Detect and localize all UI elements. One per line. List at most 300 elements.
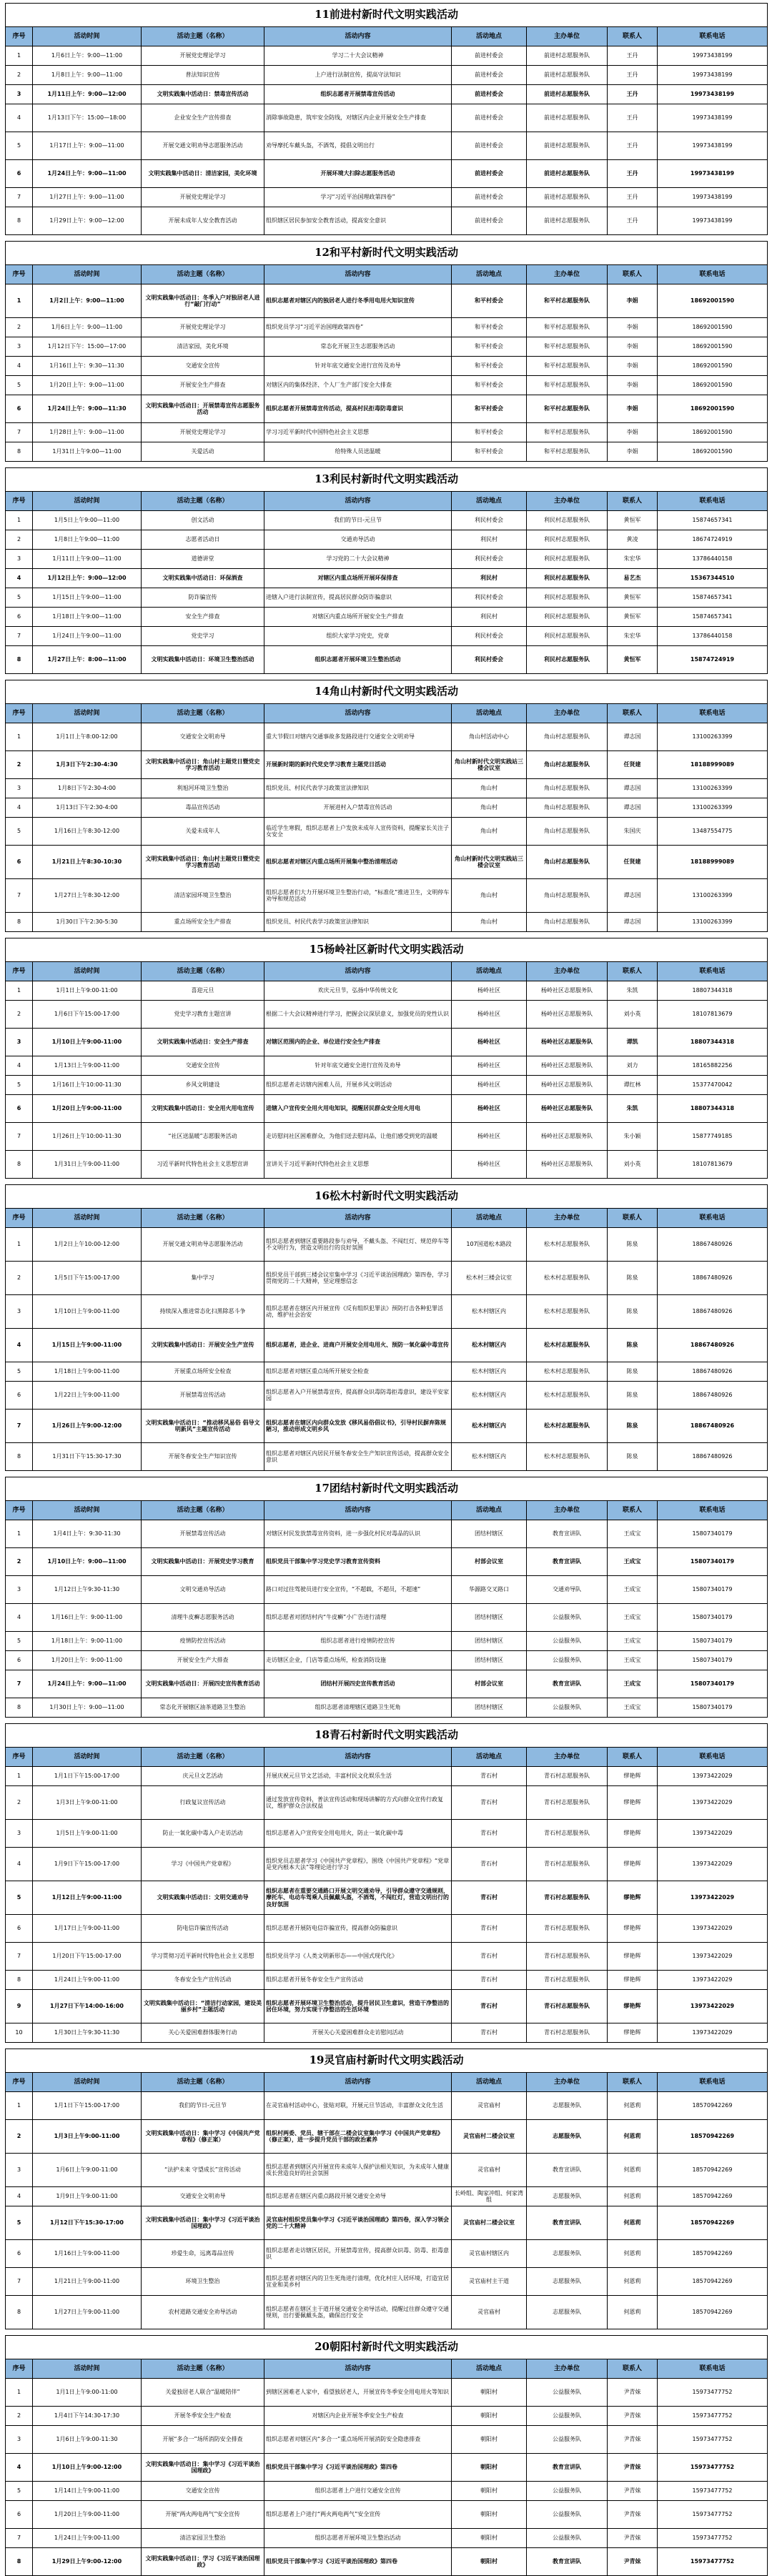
cell-org: 角山村志愿服务队 [527, 879, 608, 913]
section-gap-cell [6, 674, 768, 680]
column-header: 活动地点 [452, 704, 527, 723]
cell-theme: 党史学习 [142, 627, 264, 646]
cell-place: 杨岭社区 [452, 981, 527, 1001]
table-row [6, 1848, 768, 1881]
column-header: 活动主题（名称） [142, 704, 264, 723]
cell-person: 缪艳辉 [608, 1881, 658, 1915]
cell-time: 1月27日上午9:00-11:00 [33, 2296, 142, 2329]
cell-time: 1月6日上午9:00-11:30 [33, 2426, 142, 2454]
section-title: 11前进村新时代文明实践活动 [6, 4, 768, 27]
cell-place: 杨岭社区 [452, 1056, 527, 1076]
column-header: 序号 [6, 1501, 33, 1520]
cell-person: 王成宝 [608, 1604, 658, 1632]
cell-content: 对辖区范围内的企业、单位进行安全生产排查 [264, 1029, 452, 1056]
cell-person: 何恩莉 [608, 2187, 658, 2206]
cell-phone: 13973422029 [658, 1786, 768, 1820]
cell-theme: 文明实践集中活动日：集中学习《习近平谈治国理政》 [142, 2454, 264, 2482]
cell-org: 教育宣讲队 [527, 1548, 608, 1576]
cell-person: 何恩莉 [608, 2092, 658, 2120]
cell-place: 前进村委会 [452, 160, 527, 188]
cell-content: 到辖区困难老人家中，看望独居老人，开展宣传冬季安全用电用火等知识 [264, 2379, 452, 2407]
cell-content: 组织志愿者走访辖内困难人员，开展乡风文明活动 [264, 1076, 452, 1095]
cell-theme: 开展交通文明劝导志愿服务活动 [142, 132, 264, 160]
column-header: 主办单位 [527, 265, 608, 284]
cell-org: 志愿服务队 [527, 2120, 608, 2154]
cell-place: 和平村委会 [452, 423, 527, 442]
cell-phone: 18867480926 [658, 1295, 768, 1329]
cell-content: 组织志愿者到辖区重要路段参与劝导，不戴头盔、不闯红灯、规范停车等不文明行为，营造文明出行的良好氛围 [264, 1228, 452, 1262]
cell-time: 1月22日上午9:00-11:00 [33, 1382, 142, 1410]
column-header: 联系电话 [658, 1748, 768, 1767]
cell-place: 松木村辖区内 [452, 1362, 527, 1382]
cell-time: 1月21日上午8:30-10:30 [33, 846, 142, 879]
cell-phone: 18570942269 [658, 2268, 768, 2296]
cell-place: 107国道松木路段 [452, 1228, 527, 1262]
cell-person: 尹青妹 [608, 2454, 658, 2482]
cell-no: 1 [6, 1228, 33, 1262]
cell-phone: 18107813679 [658, 1001, 768, 1029]
cell-no: 6 [6, 846, 33, 879]
cell-place: 松木村辖区内 [452, 1443, 527, 1471]
cell-content: 组织志愿者入户宣传安全用电用火，防止一氧化碳中毒 [264, 1820, 452, 1848]
cell-theme: 文明实践集中活动日：安全用火用电宣传 [142, 1095, 264, 1123]
cell-org: 利民村志愿服务队 [527, 550, 608, 569]
table-row [6, 1001, 768, 1029]
cell-org: 和平村志愿服务队 [527, 284, 608, 318]
cell-content: 对辖区内重点场所开展安全生产排查 [264, 608, 452, 627]
cell-no: 1 [6, 46, 33, 66]
column-header: 活动地点 [452, 1501, 527, 1520]
cell-time: 1月8日上午9:00—11:00 [33, 530, 142, 550]
cell-org: 青石村志愿服务队 [527, 1767, 608, 1786]
column-header: 活动地点 [452, 492, 527, 511]
cell-phone: 13973422029 [658, 1820, 768, 1848]
cell-time: 1月16日上午8:30-12:00 [33, 818, 142, 846]
cell-person: 陈泉 [608, 1443, 658, 1471]
cell-person: 王丹 [608, 207, 658, 235]
cell-content: 走访辖区企业，门店等重点场所，检查消防设施 [264, 1651, 452, 1670]
cell-theme: 创文活动 [142, 511, 264, 530]
table-row [6, 132, 768, 160]
cell-place: 利民村委会 [452, 550, 527, 569]
cell-phone: 19973438199 [658, 46, 768, 66]
cell-place: 灵官庙村二楼会议室 [452, 2206, 527, 2240]
cell-person: 王丹 [608, 85, 658, 104]
cell-person: 缪艳辉 [608, 1767, 658, 1786]
cell-content: 组织志愿者在辖区主干道开展交通安全劝导活动，提醒过往群众遵守交通规则，出行要佩戴头盔，确保出行安全 [264, 2296, 452, 2329]
cell-phone: 15973477752 [658, 2482, 768, 2501]
cell-place: 和平村委会 [452, 284, 527, 318]
table-row [6, 1651, 768, 1670]
section-title: 13利民村新时代文明实践活动 [6, 468, 768, 492]
column-header: 联系人 [608, 27, 658, 46]
cell-phone: 18692001590 [658, 376, 768, 395]
header-row [6, 265, 768, 284]
table-row [6, 1362, 768, 1382]
cell-place: 和平村委会 [452, 337, 527, 357]
cell-no: 5 [6, 1076, 33, 1095]
cell-place: 团结村辖区 [452, 1632, 527, 1651]
cell-place: 青石村 [452, 1943, 527, 1971]
cell-theme: 文明实践集中活动日：“推动移风易俗 倡导文明新风”主题宣传活动 [142, 1410, 264, 1443]
cell-theme: 开展重点场所安全检查 [142, 1362, 264, 1382]
section-title-row [6, 2336, 768, 2359]
cell-person: 何恩莉 [608, 2206, 658, 2240]
cell-no: 5 [6, 2482, 33, 2501]
cell-theme: 文明实践集中活动日：开展安全生产宣传 [142, 1329, 264, 1362]
table-row [6, 1056, 768, 1076]
cell-no: 7 [6, 2268, 33, 2296]
cell-phone: 18867480926 [658, 1228, 768, 1262]
cell-org: 教育宣讲队 [527, 2454, 608, 2482]
cell-time: 1月9日上午9:00-11:00 [33, 2187, 142, 2206]
cell-time: 1月1日下午15:00-17:00 [33, 1767, 142, 1786]
cell-phone: 18570942269 [658, 2187, 768, 2206]
table-row [6, 318, 768, 337]
cell-time: 1月27日上午：8:00—11:00 [33, 646, 142, 674]
cell-person: 李娟 [608, 318, 658, 337]
cell-phone: 18692001590 [658, 318, 768, 337]
table-row [6, 1632, 768, 1651]
cell-no: 6 [6, 1095, 33, 1123]
header-row [6, 962, 768, 981]
cell-org: 角山村志愿服务队 [527, 751, 608, 779]
table-row [6, 1670, 768, 1698]
column-header: 主办单位 [527, 27, 608, 46]
cell-person: 黄凌 [608, 530, 658, 550]
cell-time: 1月20日上午：9:00-11:00 [33, 1651, 142, 1670]
cell-person: 朱国庆 [608, 818, 658, 846]
cell-phone: 19973438199 [658, 104, 768, 132]
table-row [6, 1971, 768, 1990]
cell-org: 前进村志愿服务队 [527, 66, 608, 85]
cell-time: 1月17日上午：9:00—11:00 [33, 132, 142, 160]
cell-no: 1 [6, 981, 33, 1001]
cell-person: 陈泉 [608, 1262, 658, 1295]
cell-no: 7 [6, 879, 33, 913]
table-row [6, 2023, 768, 2043]
section-title-row [6, 2049, 768, 2073]
table-row [6, 1520, 768, 1548]
cell-theme: 利旭河环境卫生整治 [142, 779, 264, 798]
cell-person: 朱凯 [608, 981, 658, 1001]
cell-no: 4 [6, 1604, 33, 1632]
cell-content: 组织党员干部集中学习《习近平谈治国理政》第四卷 [264, 2548, 452, 2576]
cell-time: 1月24日上午9:00—11:00 [33, 627, 142, 646]
cell-place: 利民村委会 [452, 588, 527, 608]
cell-content: 交通劝导活动 [264, 530, 452, 550]
cell-theme: 道德讲堂 [142, 550, 264, 569]
column-header: 联系人 [608, 1209, 658, 1228]
cell-content: 对辖区内重点场所开展环保排查 [264, 569, 452, 588]
cell-content: 组织志愿者对辖区内居民开展冬春安全生产知识宣传活动，提高群众安全意识 [264, 1443, 452, 1471]
cell-content: 通过发放宣传资料，普法宣传活动和现场讲解的方式向群众宣传行政复议，维护群众合法权益 [264, 1786, 452, 1820]
cell-content: 走访慰问社区困难群众，为他们送去慰问品，让他们感受到党的温暖 [264, 1123, 452, 1151]
cell-org: 利民村志愿服务队 [527, 608, 608, 627]
cell-person: 王成宝 [608, 1698, 658, 1718]
cell-org: 松木村志愿服务队 [527, 1410, 608, 1443]
cell-theme: 开展党史理论学习 [142, 318, 264, 337]
section-gap-cell [6, 462, 768, 468]
table-row [6, 1698, 768, 1718]
cell-phone: 18807344318 [658, 1095, 768, 1123]
cell-place: 角山村 [452, 913, 527, 932]
section-title: 15杨岭社区新时代文明实践活动 [6, 938, 768, 962]
column-header: 联系电话 [658, 27, 768, 46]
cell-phone: 15973477752 [658, 2407, 768, 2426]
cell-theme: 常态化开展辖区油茶道路卫生整治 [142, 1698, 264, 1718]
cell-content: 我们的节日-元旦节 [264, 511, 452, 530]
cell-phone: 18867480926 [658, 1410, 768, 1443]
column-header: 主办单位 [527, 1501, 608, 1520]
cell-phone: 13786440158 [658, 627, 768, 646]
cell-theme: 文明实践集中活动日：“清洁行动家园，建设美丽乡村”主题活动 [142, 1990, 264, 2023]
column-header: 活动地点 [452, 962, 527, 981]
cell-content: 给特殊人员送温暖 [264, 442, 452, 462]
column-header: 活动内容 [264, 27, 452, 46]
cell-place: 利民村委会 [452, 646, 527, 674]
cell-person: 易艺杰 [608, 569, 658, 588]
cell-theme: 关爱活动 [142, 442, 264, 462]
table-row [6, 1786, 768, 1820]
header-row [6, 27, 768, 46]
cell-theme: 清理牛皮癣志愿服务活动 [142, 1604, 264, 1632]
cell-content: 组织志愿者上户进行交通安全宣传 [264, 2482, 452, 2501]
column-header: 活动地点 [452, 27, 527, 46]
cell-time: 1月1日上午9:00-11:00 [33, 2379, 142, 2407]
section-title: 16松木村新时代文明实践活动 [6, 1185, 768, 1209]
cell-no: 1 [6, 1520, 33, 1548]
column-header: 序号 [6, 1209, 33, 1228]
cell-person: 刘小英 [608, 1151, 658, 1179]
cell-time: 1月31日上午9:00—11:00 [33, 442, 142, 462]
cell-content: 对辖区内企业开展冬季安全生产检查 [264, 2407, 452, 2426]
cell-org: 和平村志愿服务队 [527, 442, 608, 462]
cell-no: 3 [6, 779, 33, 798]
section-title-row [6, 242, 768, 265]
cell-place: 青石村 [452, 2023, 527, 2043]
cell-org: 前进村志愿服务队 [527, 46, 608, 66]
cell-person: 刘力 [608, 1056, 658, 1076]
cell-org: 松木村志愿服务队 [527, 1362, 608, 1382]
table-row [6, 46, 768, 66]
cell-org: 公益服务队 [527, 1698, 608, 1718]
table-row [6, 2154, 768, 2187]
cell-no: 2 [6, 1001, 33, 1029]
cell-no: 6 [6, 2240, 33, 2268]
cell-phone: 18188999089 [658, 751, 768, 779]
cell-no: 5 [6, 1632, 33, 1651]
cell-time: 1月6日上午：9:00—11:00 [33, 46, 142, 66]
cell-no: 4 [6, 2454, 33, 2482]
cell-place: 青石村 [452, 1820, 527, 1848]
table-row [6, 1382, 768, 1410]
cell-org: 和平村志愿服务队 [527, 337, 608, 357]
cell-time: 1月6日下午15:00-17:00 [33, 1001, 142, 1029]
cell-no: 5 [6, 818, 33, 846]
cell-time: 1月6日上午9:00-11:00 [33, 2154, 142, 2187]
cell-theme: 庆元旦文艺活动 [142, 1767, 264, 1786]
cell-org: 前进村志愿服务队 [527, 207, 608, 235]
section-gap-cell [6, 932, 768, 938]
cell-time: 1月13日上午9:00-11:00 [33, 1056, 142, 1076]
column-header: 联系电话 [658, 962, 768, 981]
table-row [6, 1443, 768, 1471]
column-header: 联系电话 [658, 704, 768, 723]
cell-content: 组织志愿者开展环境卫生整治活动 [264, 2529, 452, 2548]
cell-place: 长岭组、陶家冲组、何家湾组 [452, 2187, 527, 2206]
cell-person: 李娟 [608, 376, 658, 395]
cell-org: 志愿服务队 [527, 2092, 608, 2120]
column-header: 活动时间 [33, 27, 142, 46]
cell-org: 和平村志愿服务队 [527, 423, 608, 442]
cell-time: 1月29日上午：9:00—12:00 [33, 207, 142, 235]
cell-time: 1月18日上午9:00—11:00 [33, 608, 142, 627]
cell-org: 杨岭社区志愿服务队 [527, 1123, 608, 1151]
cell-place: 青石村 [452, 1786, 527, 1820]
cell-phone: 15367344510 [658, 569, 768, 588]
table-row [6, 1095, 768, 1123]
cell-org: 利民村志愿服务队 [527, 530, 608, 550]
column-header: 联系电话 [658, 265, 768, 284]
cell-theme: 清洁家园卫生整治 [142, 2529, 264, 2548]
cell-time: 1月27日上午8:30-12:00 [33, 879, 142, 913]
cell-phone: 15874657341 [658, 511, 768, 530]
column-header: 活动内容 [264, 704, 452, 723]
cell-time: 1月26日上午9:00-12:00 [33, 1410, 142, 1443]
section-gap-cell [6, 235, 768, 242]
cell-time: 1月2日上午10:00-12:00 [33, 1228, 142, 1262]
cell-content: 组织党员学习“习近平治国理政第四卷” [264, 318, 452, 337]
column-header: 活动时间 [33, 1209, 142, 1228]
cell-org: 杨岭社区志愿服务队 [527, 1076, 608, 1095]
cell-place: 灵官庙村 [452, 2154, 527, 2187]
cell-theme: 志愿者活动日 [142, 530, 264, 550]
cell-time: 1月31日下午15:30-17:30 [33, 1443, 142, 1471]
cell-theme: 交通安全宣传 [142, 357, 264, 376]
cell-person: 王成宝 [608, 1670, 658, 1698]
cell-no: 3 [6, 337, 33, 357]
cell-person: 王丹 [608, 132, 658, 160]
cell-no: 4 [6, 104, 33, 132]
cell-time: 1月8日下午2:30-4:00 [33, 779, 142, 798]
cell-no: 4 [6, 357, 33, 376]
cell-phone: 13973422029 [658, 1943, 768, 1971]
cell-place: 和平村委会 [452, 395, 527, 423]
cell-time: 1月30日上午9:30-11:30 [33, 2023, 142, 2043]
cell-org: 公益服务队 [527, 1632, 608, 1651]
cell-org: 交通劝导队 [527, 1576, 608, 1604]
cell-phone: 13100263399 [658, 798, 768, 818]
section-title: 19灵官庙村新时代文明实践活动 [6, 2049, 768, 2073]
table-row [6, 2426, 768, 2454]
table-row [6, 2092, 768, 2120]
cell-theme: 喜迎元旦 [142, 981, 264, 1001]
cell-no: 4 [6, 798, 33, 818]
cell-place: 杨岭社区 [452, 1029, 527, 1056]
cell-phone: 15973477752 [658, 2529, 768, 2548]
cell-content: 对辖区村民发放禁毒宣传资料，进一步强化村民对毒品的认识 [264, 1520, 452, 1548]
cell-theme: 关爱未成年人 [142, 818, 264, 846]
cell-content: 在灵官庙村活动中心，张贴对联，开展元旦节活动，丰富群众文化生活 [264, 2092, 452, 2120]
cell-org: 利民村志愿服务队 [527, 569, 608, 588]
cell-org: 杨岭社区志愿服务队 [527, 1056, 608, 1076]
column-header: 活动时间 [33, 1501, 142, 1520]
table-row [6, 1990, 768, 2023]
cell-phone: 18867480926 [658, 1262, 768, 1295]
cell-org: 前进村志愿服务队 [527, 188, 608, 207]
cell-no: 8 [6, 442, 33, 462]
cell-theme: 文明实践集中活动日：禁毒宣传活动 [142, 85, 264, 104]
column-header: 活动地点 [452, 2073, 527, 2092]
cell-phone: 18692001590 [658, 284, 768, 318]
column-header: 活动内容 [264, 265, 452, 284]
cell-content: 开展进村入户禁毒宣传活动 [264, 798, 452, 818]
cell-time: 1月10日上午9:00-11:00 [33, 1295, 142, 1329]
cell-org: 志愿服务队 [527, 2296, 608, 2329]
section-gap [6, 1471, 768, 1477]
cell-phone: 19973438199 [658, 188, 768, 207]
table-row [6, 608, 768, 627]
cell-no: 1 [6, 2379, 33, 2407]
cell-no: 3 [6, 2426, 33, 2454]
cell-person: 李娟 [608, 442, 658, 462]
cell-content: 组织党员学习《人类文明新形态——中国式现代化》 [264, 1943, 452, 1971]
cell-org: 和平村志愿服务队 [527, 395, 608, 423]
cell-person: 何恩莉 [608, 2240, 658, 2268]
header-row [6, 2073, 768, 2092]
cell-phone: 15807340179 [658, 1548, 768, 1576]
cell-place: 灵官庙村 [452, 2092, 527, 2120]
column-header: 联系电话 [658, 492, 768, 511]
cell-content: 开展关心关爱困难群众走访慰问活动 [264, 2023, 452, 2043]
section-gap [6, 1179, 768, 1185]
column-header: 联系电话 [658, 2073, 768, 2092]
cell-place: 前进村委会 [452, 104, 527, 132]
cell-person: 何恩莉 [608, 2296, 658, 2329]
cell-content: 组织志愿者对辖区内的卫生死角进行清理，优化村庄人居环境，打造宜居宜业和美乡村 [264, 2268, 452, 2296]
cell-place: 松木村辖区内 [452, 1382, 527, 1410]
cell-org: 角山村志愿服务队 [527, 846, 608, 879]
cell-person: 黄恒军 [608, 608, 658, 627]
section-title-row [6, 1477, 768, 1501]
cell-time: 1月24日上午：9:00—11:30 [33, 395, 142, 423]
cell-theme: 重点场所安全生产排查 [142, 913, 264, 932]
cell-theme: 持续深入推进常态化扫黑除恶斗争 [142, 1295, 264, 1329]
cell-theme: 开展党史理论学习 [142, 188, 264, 207]
table-row [6, 1151, 768, 1179]
cell-content: 路口对过往驾驶员进行安全宣传，“不超载，不超员，不超速” [264, 1576, 452, 1604]
cell-place: 青石村 [452, 1848, 527, 1881]
cell-theme: 集中学习 [142, 1262, 264, 1295]
cell-no: 1 [6, 284, 33, 318]
column-header: 联系人 [608, 2073, 658, 2092]
cell-content: 组织志愿者对辖区重点场所开展安全检查 [264, 1362, 452, 1382]
cell-org: 公益服务队 [527, 2482, 608, 2501]
cell-time: 1月30日下午2:30-5:30 [33, 913, 142, 932]
column-header: 活动地点 [452, 265, 527, 284]
cell-no: 3 [6, 1820, 33, 1848]
cell-theme: “法护未来 守望成长”宣传活动 [142, 2154, 264, 2187]
cell-theme: 文明实践集中活动日：开展禁毒宣传志愿服务活动 [142, 395, 264, 423]
table-row [6, 751, 768, 779]
cell-place: 和平村委会 [452, 318, 527, 337]
table-row [6, 207, 768, 235]
cell-theme: 交通安全宣传 [142, 1056, 264, 1076]
cell-theme: 开展禁毒宣传活动 [142, 1382, 264, 1410]
cell-person: 王成宝 [608, 1632, 658, 1651]
table-row [6, 284, 768, 318]
